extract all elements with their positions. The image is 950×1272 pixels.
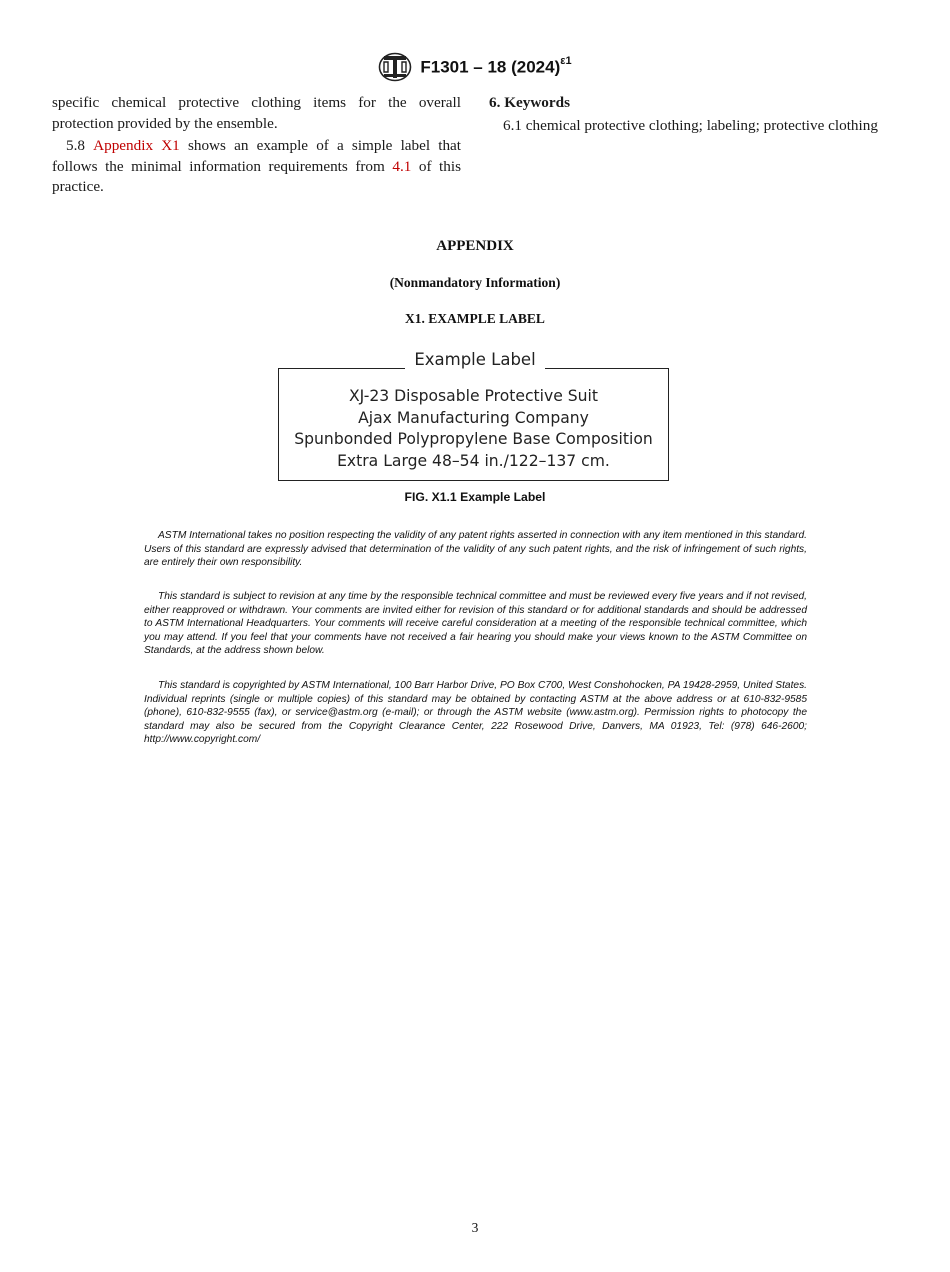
standard-designation: F1301 – 18 $(2024)^{\varepsilon 1}$ (420, 54, 572, 77)
appendix-section-title: X1. EXAMPLE LABEL (405, 311, 545, 326)
patent-notice: ASTM International takes no position respecting the validity of any patent rights asserted in connection with any item mentioned in this standard. Users of this standard are expressly advised that determination of the validity of any such patent rights, and the risk of infringement of such rights, are entirely their own responsibility. (144, 530, 807, 568)
label-line: XJ-23 Disposable Protective Suit (349, 387, 598, 405)
astm-logo-icon (378, 52, 412, 82)
copyright-notice: This standard is copyrighted by ASTM International, 100 Barr Harbor Drive, PO Box C700, West Conshohocken, PA 19428-2959, United States. Individual reprints (single or multiple copies) of this standard may be obtained by contacting ASTM at the above address or at 610-832-9585 (phone), 610-832-9555 (fax), or service@astm.org (e-mail); or through the ASTM website (www.astm.org). Permission rights to photocopy the standard may also be secured from the Copyright Clearance Center, 222 Rosewood Drive, Danvers, MA 01923, Tel: (978) 646-2600; http://www.copyright.com/ (144, 680, 807, 745)
right-column (489, 93, 899, 136)
label-lines (279, 386, 668, 472)
label-line: Spunbonded Polypropylene Base Composition (294, 430, 653, 448)
paragraph-5-7-continued: specific chemical protective clothing items for the overall protection provided by the ensemble. (52, 94, 461, 132)
keywords-heading: 6. Keywords (489, 94, 570, 111)
appendix-title: APPENDIX (436, 238, 514, 254)
appendix-x1-link[interactable]: Appendix X1 (93, 137, 180, 154)
left-column (52, 93, 461, 198)
page-number: 3 (471, 1220, 479, 1235)
paragraph-5-8: 5.8 Appendix X1 shows an example of a simple label that follows the minimal information requirements from 4.1 of this practice. (52, 137, 462, 195)
figure-caption: FIG. X1.1 Example Label (404, 490, 546, 504)
example-label-title: Example Label (0, 350, 950, 370)
section-4-1-link[interactable]: 4.1 (392, 157, 412, 175)
epsilon-superscript: ε1 (560, 54, 572, 67)
appendix-subtitle: (Nonmandatory Information) (389, 275, 561, 290)
example-label-box (278, 368, 669, 481)
revision-notice: This standard is subject to revision at any time by the responsible technical committee and must be reviewed every five years and if not revised, either reapproved or withdrawn. Your comments are invited either for revision of this standard or for additional standards and should be addressed to ASTM International Headquarters. Your comments will receive careful consideration at a meeting of the responsible technical committee, which you may attend. If you feel that your comments have not received a fair hearing you should make your views known to the ASTM Committee on Standards, at the address shown below. (144, 591, 807, 656)
label-line: Ajax Manufacturing Company (358, 408, 589, 427)
paragraph-6-1: 6.1 chemical protective clothing; labeling; protective clothing (503, 116, 878, 134)
page-header (0, 52, 950, 87)
label-line: Extra Large 48–54 in./122–137 cm. (337, 451, 610, 470)
